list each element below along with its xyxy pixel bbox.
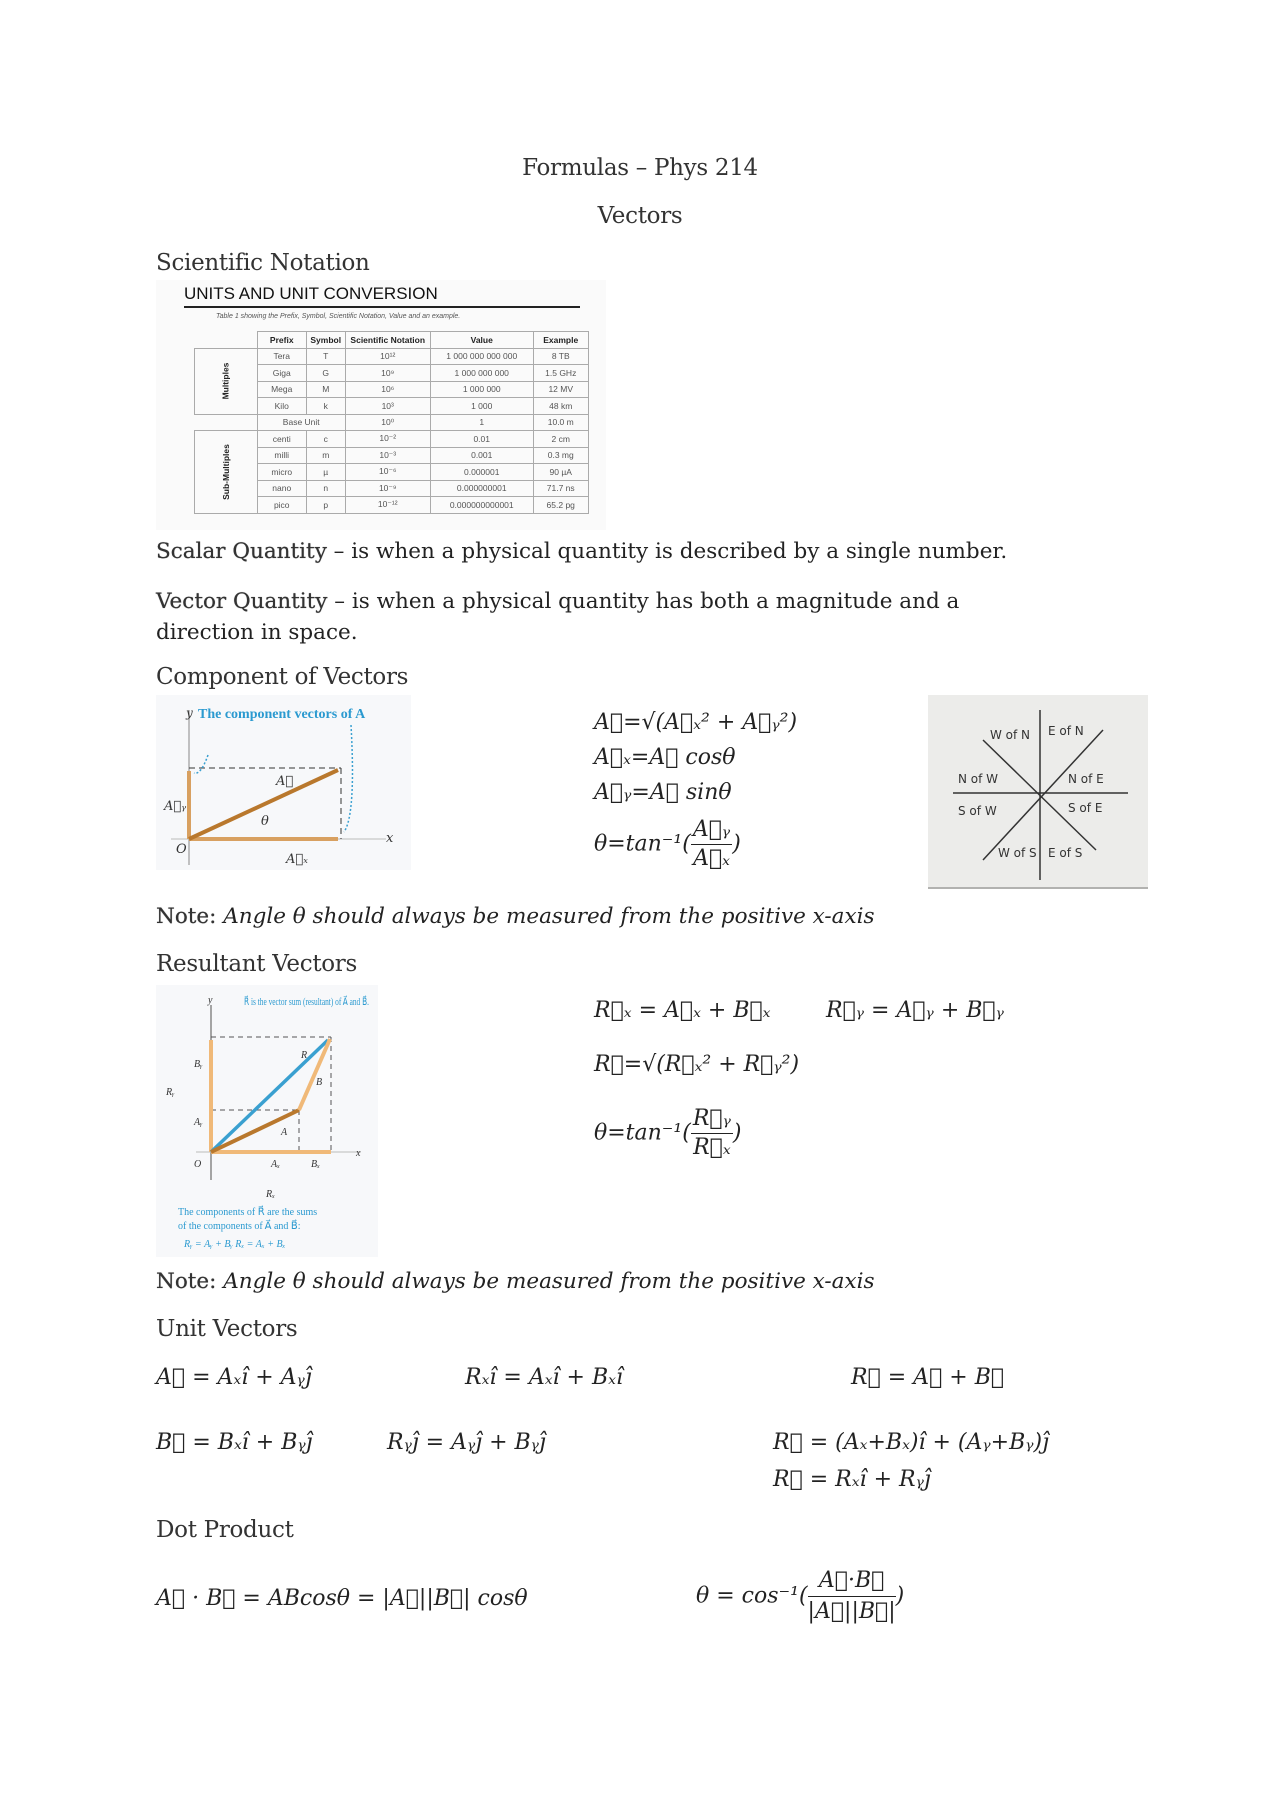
note-text: Angle θ should always be measured from the positive x-axis — [216, 904, 875, 929]
table-cell: Base Unit — [257, 414, 345, 431]
table-cell: 10⁻⁹ — [345, 480, 430, 497]
label-w-of-n: W of N — [990, 728, 1031, 742]
axis-x-label: x — [356, 1148, 361, 1159]
heading-resultant-vectors: Resultant Vectors — [156, 951, 358, 977]
vector-ax-label: A⃗ₓ — [286, 852, 308, 867]
group-label — [195, 431, 258, 514]
group-multiples: Multiples — [220, 362, 231, 400]
table-cell: 0.000000000001 — [430, 497, 533, 514]
table-cell: n — [306, 480, 345, 497]
table-cell: 10⁻³ — [345, 447, 430, 464]
table-cell: 1 000 000 000 — [430, 365, 533, 382]
label-s-of-e: S of E — [1068, 801, 1103, 815]
vector-term: Vector Quantity — [156, 589, 328, 614]
rx-label: Rₓ — [266, 1189, 275, 1200]
table-cell: 10⁻⁶ — [345, 464, 430, 481]
r-expanded-equation: R⃗ = (Aₓ+Bₓ)î + (Aᵧ+Bᵧ)ĵ — [773, 1430, 1049, 1455]
label-e-of-s: E of S — [1048, 846, 1083, 860]
document-title: Formulas – Phys 214 — [522, 155, 758, 181]
table-cell: centi — [257, 431, 306, 448]
table-cell: 1 000 000 000 000 — [430, 348, 533, 365]
theta-lhs: θ=tan⁻¹( — [594, 831, 691, 857]
resultant-vectors-figure — [156, 985, 414, 1257]
note-angle-1 — [156, 904, 875, 929]
table-cell: p — [306, 497, 345, 514]
ax-equation: A⃗ₓ=A⃗ cosθ — [594, 745, 736, 770]
table-cell: pico — [257, 497, 306, 514]
theta-den: |A⃗||B⃗| — [807, 1599, 896, 1624]
table-cell: 10.0 m — [533, 414, 588, 431]
heading-dot-product: Dot Product — [156, 1517, 294, 1543]
units-table-image — [156, 280, 606, 530]
table-rule — [184, 306, 580, 308]
vector-a-label: A⃗ — [276, 774, 294, 789]
axis-x-label: x — [386, 831, 394, 846]
table-cell: 10⁻¹² — [345, 497, 430, 514]
table-row — [195, 348, 589, 365]
theta-rhs: ) — [895, 1583, 905, 1609]
table-cell: 10⁹ — [345, 365, 430, 382]
compass-directions-sketch — [928, 695, 1148, 889]
r-components-equation: R⃗ = Rₓî + Rᵧĵ — [773, 1467, 931, 1492]
column-header: Scientific Notation — [345, 332, 430, 349]
theta-lhs: θ = cos⁻¹( — [696, 1583, 808, 1609]
theta-num: R⃗ᵧ — [691, 1105, 733, 1134]
label-n-of-e: N of E — [1068, 772, 1104, 786]
theta-rhs: ) — [732, 1120, 742, 1146]
component-vectors-figure — [156, 695, 411, 870]
note-label: Note: — [156, 904, 217, 929]
resultant-theta-equation — [594, 1105, 741, 1162]
dot-theta-equation — [696, 1566, 904, 1627]
r-magnitude-equation: R⃗=√(R⃗ₓ² + R⃗ᵧ²) — [594, 1052, 800, 1077]
table-cell: 65.2 pg — [533, 497, 588, 514]
heading-unit-vectors: Unit Vectors — [156, 1316, 298, 1342]
vector-b-label: B⃗ — [316, 1077, 330, 1088]
column-header: Prefix — [257, 332, 306, 349]
component-equations — [594, 705, 797, 873]
table-cell: 8 TB — [533, 348, 588, 365]
scalar-definition — [156, 539, 1007, 564]
table-cell: Mega — [257, 381, 306, 398]
axis-y-label: y — [208, 995, 213, 1006]
components-caption-3: Rᵧ = Aᵧ + Bᵧ Rₓ = Aₓ + Bₓ — [184, 1239, 286, 1250]
dot-product-equation: A⃗ · B⃗ = ABcosθ = |A⃗||B⃗| cosθ — [156, 1586, 528, 1611]
heading-component-vectors: Component of Vectors — [156, 664, 409, 690]
table-cell: 12 MV — [533, 381, 588, 398]
scalar-def: – is when a physical quantity is described by a single number. — [326, 539, 1008, 564]
ry-unit-equation: Rᵧĵ = Aᵧĵ + Bᵧĵ — [387, 1430, 546, 1455]
origin-label: O — [176, 842, 187, 857]
table-caption: Table 1 showing the Prefix, Symbol, Scientific Notation, Value and an example. — [216, 313, 461, 320]
magnitude-equation: A⃗=√(A⃗ₓ² + A⃗ᵧ²) — [594, 710, 798, 735]
table-cell: 71.7 ns — [533, 480, 588, 497]
table-cell: 1.5 GHz — [533, 365, 588, 382]
table-cell: 1 000 000 — [430, 381, 533, 398]
table-cell: M — [306, 381, 345, 398]
theta-label: θ — [261, 814, 269, 829]
vector-def: – is when a physical quantity has both a magnitude and a direction in space. — [156, 589, 960, 645]
table-heading: UNITS AND UNIT CONVERSION — [184, 284, 438, 303]
table-cell: m — [306, 447, 345, 464]
theta-equation — [594, 816, 797, 873]
table-cell: 1 — [430, 414, 533, 431]
label-e-of-n: E of N — [1048, 724, 1084, 738]
b-unit-equation: B⃗ = Bₓî + Bᵧĵ — [156, 1430, 313, 1455]
components-caption-1: The components of R⃗ are the sums — [178, 1207, 318, 1218]
theta-rhs: ) — [732, 831, 741, 857]
label-n-of-w: N of W — [958, 772, 999, 786]
rx-equation: R⃗ₓ = A⃗ₓ + B⃗ₓ — [594, 998, 771, 1023]
bx-label: Bₓ — [311, 1159, 320, 1170]
table-cell: 10⁶ — [345, 381, 430, 398]
table-cell: 0.3 mg — [533, 447, 588, 464]
vector-definition — [156, 586, 1056, 648]
table-cell: T — [306, 348, 345, 365]
ay-label: Aᵧ — [194, 1117, 203, 1128]
scalar-term: Scalar Quantity — [156, 539, 327, 564]
group-sub-multiples: Sub-Multiples — [220, 443, 231, 500]
rx-unit-equation: Rₓî = Aₓî + Bₓî — [465, 1365, 623, 1390]
ry-label: Rᵧ — [166, 1087, 175, 1098]
table-cell: 10⁰ — [345, 414, 430, 431]
units-table — [194, 331, 589, 514]
label-s-of-w: S of W — [958, 804, 997, 818]
table-cell: 0.000000001 — [430, 480, 533, 497]
resultant-caption: R⃗ is the vector sum (resultant) of A⃗ and B⃗. — [244, 997, 414, 1008]
column-header: Symbol — [306, 332, 345, 349]
table-cell: 10¹² — [345, 348, 430, 365]
theta-num: A⃗ᵧ — [691, 816, 732, 845]
table-cell: Tera — [257, 348, 306, 365]
table-cell: 90 µA — [533, 464, 588, 481]
table-cell: 0.001 — [430, 447, 533, 464]
table-cell: Giga — [257, 365, 306, 382]
table-cell: 0.000001 — [430, 464, 533, 481]
table-cell: micro — [257, 464, 306, 481]
note-text: Angle θ should always be measured from the positive x-axis — [216, 1269, 875, 1294]
ax-label: Aₓ — [271, 1159, 280, 1170]
ry-equation: R⃗ᵧ = A⃗ᵧ + B⃗ᵧ — [826, 998, 1004, 1023]
table-row — [195, 431, 589, 448]
column-header: Value — [430, 332, 533, 349]
table-cell: µ — [306, 464, 345, 481]
axis-y-label: y — [186, 706, 193, 720]
column-header: Example — [533, 332, 588, 349]
origin-label: O — [194, 1159, 202, 1170]
table-cell: c — [306, 431, 345, 448]
table-cell: nano — [257, 480, 306, 497]
table-cell: Kilo — [257, 398, 306, 415]
by-label: Bᵧ — [194, 1059, 203, 1070]
note-angle-2 — [156, 1269, 875, 1294]
theta-den: A⃗ₓ — [693, 846, 730, 871]
label-w-of-s: W of S — [998, 846, 1037, 860]
note-label: Note: — [156, 1269, 217, 1294]
component-caption: The component vectors of A⃗ — [198, 707, 377, 722]
table-cell: milli — [257, 447, 306, 464]
ay-equation: A⃗ᵧ=A⃗ sinθ — [594, 780, 732, 805]
heading-scientific-notation: Scientific Notation — [156, 250, 370, 276]
table-row — [195, 414, 589, 431]
table-cell: k — [306, 398, 345, 415]
table-cell: 0.01 — [430, 431, 533, 448]
components-caption-2: of the components of A⃗ and B⃗: — [178, 1221, 301, 1232]
r-sum-equation: R⃗ = A⃗ + B⃗ — [851, 1365, 1005, 1390]
theta-num: A⃗·B⃗ — [808, 1566, 896, 1597]
table-cell: 2 cm — [533, 431, 588, 448]
vector-r-label: R⃗ — [301, 1050, 315, 1061]
table-cell: 10⁻² — [345, 431, 430, 448]
theta-lhs: θ=tan⁻¹( — [594, 1120, 691, 1146]
table-cell: G — [306, 365, 345, 382]
table-cell: 48 km — [533, 398, 588, 415]
document-subtitle: Vectors — [597, 203, 683, 229]
vector-a-label: A⃗ — [281, 1127, 295, 1138]
table-cell: 10³ — [345, 398, 430, 415]
theta-den: R⃗ₓ — [693, 1135, 731, 1160]
table-cell: 1 000 — [430, 398, 533, 415]
a-unit-equation: A⃗ = Aₓî + Aᵧĵ — [156, 1365, 312, 1390]
group-label — [195, 348, 258, 414]
vector-ay-label: A⃗ᵧ — [164, 799, 187, 814]
